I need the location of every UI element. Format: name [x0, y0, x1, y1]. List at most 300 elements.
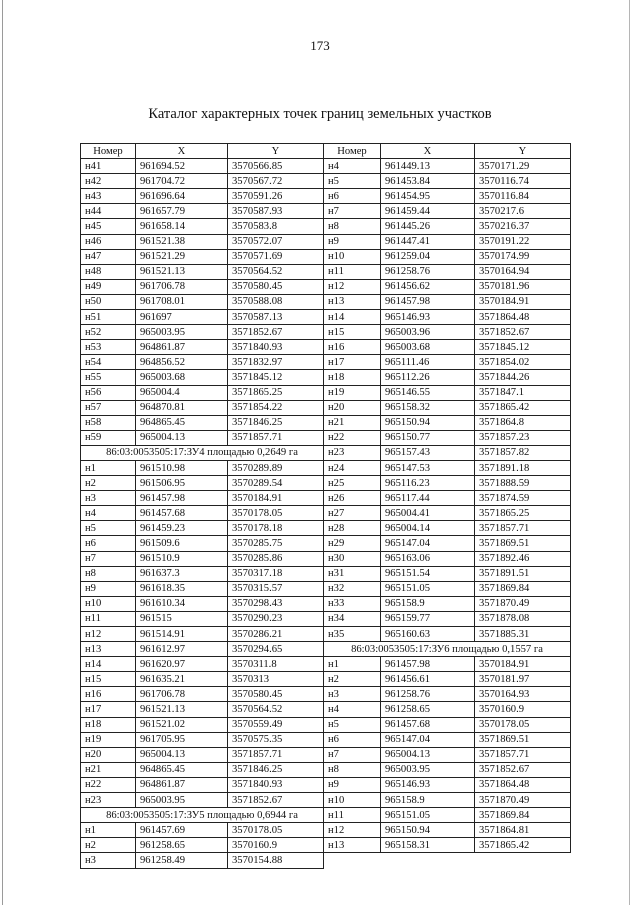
point-number-cell: н21 — [81, 762, 136, 777]
table-row — [81, 219, 324, 234]
point-number-cell: н54 — [81, 355, 136, 370]
x-coordinate-cell: 961510.9 — [136, 551, 228, 566]
point-number-cell: н16 — [324, 340, 381, 355]
point-number-cell: н3 — [81, 491, 136, 506]
y-coordinate-cell: 3570587.13 — [228, 310, 324, 325]
y-coordinate-cell: 3570571.69 — [228, 249, 324, 264]
point-number-cell: н16 — [81, 687, 136, 702]
header-y: Y — [228, 144, 324, 159]
table-row — [324, 627, 571, 642]
point-number-cell: н35 — [324, 627, 381, 642]
table-row — [324, 264, 571, 279]
x-coordinate-cell: 965003.96 — [381, 325, 475, 340]
table-row — [324, 732, 571, 747]
x-coordinate-cell: 965158.9 — [381, 596, 475, 611]
point-number-cell: н52 — [81, 325, 136, 340]
table-row — [324, 551, 571, 566]
x-coordinate-cell: 961457.98 — [381, 294, 475, 309]
y-coordinate-cell: 3571891.18 — [475, 460, 571, 475]
point-number-cell: н43 — [81, 189, 136, 204]
x-coordinate-cell: 965150.94 — [381, 415, 475, 430]
y-coordinate-cell: 3570289.54 — [228, 476, 324, 491]
x-coordinate-cell: 965151.05 — [381, 808, 475, 823]
x-coordinate-cell: 961456.61 — [381, 672, 475, 687]
point-number-cell: н3 — [81, 853, 136, 868]
x-coordinate-cell: 961509.6 — [136, 536, 228, 551]
table-row — [324, 325, 571, 340]
x-coordinate-cell: 965150.77 — [381, 430, 475, 445]
y-coordinate-cell: 3571852.67 — [228, 793, 324, 808]
table-row — [324, 536, 571, 551]
y-coordinate-cell: 3571857.23 — [475, 430, 571, 445]
x-coordinate-cell: 965151.54 — [381, 566, 475, 581]
y-coordinate-cell: 3570154.88 — [228, 853, 324, 868]
table-row — [81, 234, 324, 249]
table-row — [324, 174, 571, 189]
y-coordinate-cell: 3570285.86 — [228, 551, 324, 566]
point-number-cell: н30 — [324, 551, 381, 566]
table-row — [324, 430, 571, 445]
y-coordinate-cell: 3570164.93 — [475, 687, 571, 702]
x-coordinate-cell: 965004.41 — [381, 506, 475, 521]
y-coordinate-cell: 3570160.9 — [228, 838, 324, 853]
x-coordinate-cell: 961657.79 — [136, 204, 228, 219]
table-row — [324, 249, 571, 264]
x-coordinate-cell: 965004.13 — [381, 747, 475, 762]
header-y: Y — [475, 144, 571, 159]
point-number-cell: н12 — [324, 823, 381, 838]
point-number-cell: н3 — [324, 687, 381, 702]
y-coordinate-cell: 3571888.59 — [475, 476, 571, 491]
x-coordinate-cell: 965004.13 — [136, 747, 228, 762]
y-coordinate-cell: 3571865.42 — [475, 400, 571, 415]
x-coordinate-cell: 965157.43 — [381, 445, 475, 460]
x-coordinate-cell: 961696.64 — [136, 189, 228, 204]
point-number-cell: н29 — [324, 536, 381, 551]
point-number-cell: н59 — [81, 430, 136, 445]
x-coordinate-cell: 961708.01 — [136, 294, 228, 309]
table-row — [324, 506, 571, 521]
table-row — [324, 460, 571, 475]
x-coordinate-cell: 961637.3 — [136, 566, 228, 581]
x-coordinate-cell: 965003.95 — [381, 762, 475, 777]
x-coordinate-cell: 961454.95 — [381, 189, 475, 204]
x-coordinate-cell: 961258.65 — [136, 838, 228, 853]
point-number-cell: н6 — [324, 189, 381, 204]
y-coordinate-cell: 3570217.6 — [475, 204, 571, 219]
y-coordinate-cell: 3571870.49 — [475, 793, 571, 808]
y-coordinate-cell: 3570191.22 — [475, 234, 571, 249]
table-row — [81, 611, 324, 626]
y-coordinate-cell: 3571864.81 — [475, 823, 571, 838]
table-row — [324, 611, 571, 626]
point-number-cell: н15 — [324, 325, 381, 340]
table-header-row — [81, 144, 324, 159]
table-row — [324, 596, 571, 611]
y-coordinate-cell: 3570566.85 — [228, 159, 324, 174]
point-number-cell: н19 — [81, 732, 136, 747]
x-coordinate-cell: 965111.46 — [381, 355, 475, 370]
y-coordinate-cell: 3570184.91 — [228, 491, 324, 506]
point-number-cell: н11 — [81, 611, 136, 626]
point-number-cell: н10 — [324, 793, 381, 808]
point-number-cell: н4 — [324, 702, 381, 717]
y-coordinate-cell: 3571869.51 — [475, 732, 571, 747]
y-coordinate-cell: 3571854.02 — [475, 355, 571, 370]
scan-edge-left — [2, 0, 3, 905]
y-coordinate-cell: 3571852.67 — [475, 325, 571, 340]
y-coordinate-cell: 3571869.84 — [475, 808, 571, 823]
y-coordinate-cell: 3570178.05 — [228, 506, 324, 521]
x-coordinate-cell: 961521.13 — [136, 264, 228, 279]
x-coordinate-cell: 961620.97 — [136, 657, 228, 672]
point-number-cell: н15 — [81, 672, 136, 687]
table-row — [324, 566, 571, 581]
table-row — [81, 551, 324, 566]
table-row — [81, 672, 324, 687]
point-number-cell: н9 — [324, 777, 381, 792]
x-coordinate-cell: 961521.13 — [136, 702, 228, 717]
point-number-cell: н25 — [324, 476, 381, 491]
point-number-cell: н41 — [81, 159, 136, 174]
table-row — [324, 159, 571, 174]
table-row — [81, 340, 324, 355]
x-coordinate-cell: 965004.14 — [381, 521, 475, 536]
y-coordinate-cell: 3571845.12 — [475, 340, 571, 355]
table-row — [324, 294, 571, 309]
y-coordinate-cell: 3571878.08 — [475, 611, 571, 626]
y-coordinate-cell: 3570317.18 — [228, 566, 324, 581]
parcel-section-row — [81, 445, 324, 460]
table-row — [81, 657, 324, 672]
coordinates-table-right — [323, 143, 571, 853]
point-number-cell: н46 — [81, 234, 136, 249]
table-row — [324, 355, 571, 370]
table-row — [324, 702, 571, 717]
table-row — [324, 400, 571, 415]
point-number-cell: н21 — [324, 415, 381, 430]
point-number-cell: н2 — [81, 476, 136, 491]
y-coordinate-cell: 3571869.51 — [475, 536, 571, 551]
point-number-cell: н23 — [324, 445, 381, 460]
point-number-cell: н26 — [324, 491, 381, 506]
table-row — [324, 838, 571, 853]
table-row — [81, 823, 324, 838]
y-coordinate-cell: 3570588.08 — [228, 294, 324, 309]
y-coordinate-cell: 3571857.71 — [475, 747, 571, 762]
x-coordinate-cell: 961445.26 — [381, 219, 475, 234]
x-coordinate-cell: 961510.98 — [136, 460, 228, 475]
y-coordinate-cell: 3570315.57 — [228, 581, 324, 596]
x-coordinate-cell: 965146.93 — [381, 777, 475, 792]
x-coordinate-cell: 961697 — [136, 310, 228, 325]
y-coordinate-cell: 3571857.82 — [475, 445, 571, 460]
table-row — [324, 747, 571, 762]
point-number-cell: н4 — [81, 506, 136, 521]
point-number-cell: н20 — [81, 747, 136, 762]
y-coordinate-cell: 3570181.97 — [475, 672, 571, 687]
x-coordinate-cell: 965146.93 — [381, 310, 475, 325]
table-row — [81, 747, 324, 762]
point-number-cell: н55 — [81, 370, 136, 385]
y-coordinate-cell: 3570294.65 — [228, 642, 324, 657]
x-coordinate-cell: 961258.49 — [136, 853, 228, 868]
point-number-cell: н20 — [324, 400, 381, 415]
point-number-cell: н13 — [324, 294, 381, 309]
point-number-cell: н27 — [324, 506, 381, 521]
y-coordinate-cell: 3570580.45 — [228, 279, 324, 294]
point-number-cell: н8 — [81, 566, 136, 581]
table-row — [81, 325, 324, 340]
table-row — [81, 189, 324, 204]
x-coordinate-cell: 961612.97 — [136, 642, 228, 657]
point-number-cell: н7 — [324, 747, 381, 762]
point-number-cell: н9 — [81, 581, 136, 596]
x-coordinate-cell: 961706.78 — [136, 279, 228, 294]
y-coordinate-cell: 3570311.8 — [228, 657, 324, 672]
point-number-cell: н50 — [81, 294, 136, 309]
point-number-cell: н5 — [324, 717, 381, 732]
point-number-cell: н13 — [81, 642, 136, 657]
x-coordinate-cell: 961259.04 — [381, 249, 475, 264]
table-row — [324, 189, 571, 204]
table-row — [81, 717, 324, 732]
x-coordinate-cell: 965003.68 — [136, 370, 228, 385]
point-number-cell: н45 — [81, 219, 136, 234]
y-coordinate-cell: 3570289.89 — [228, 460, 324, 475]
table-row — [81, 596, 324, 611]
table-row — [324, 415, 571, 430]
table-row — [81, 627, 324, 642]
parcel-section-title: 86:03:0053505:17:ЗУ5 площадью 0,6944 га — [81, 808, 324, 823]
point-number-cell: н53 — [81, 340, 136, 355]
point-number-cell: н9 — [324, 234, 381, 249]
x-coordinate-cell: 961258.76 — [381, 264, 475, 279]
point-number-cell: н11 — [324, 264, 381, 279]
point-number-cell: н14 — [324, 310, 381, 325]
table-row — [81, 762, 324, 777]
y-coordinate-cell: 3571885.31 — [475, 627, 571, 642]
y-coordinate-cell: 3571864.48 — [475, 310, 571, 325]
x-coordinate-cell: 961258.65 — [381, 702, 475, 717]
x-coordinate-cell: 965003.95 — [136, 325, 228, 340]
table-row — [324, 823, 571, 838]
y-coordinate-cell: 3570567.72 — [228, 174, 324, 189]
point-number-cell: н10 — [81, 596, 136, 611]
x-coordinate-cell: 961457.69 — [136, 823, 228, 838]
table-row — [81, 279, 324, 294]
table-row — [324, 581, 571, 596]
table-row — [81, 581, 324, 596]
y-coordinate-cell: 3570164.94 — [475, 264, 571, 279]
point-number-cell: н22 — [324, 430, 381, 445]
y-coordinate-cell: 3570572.07 — [228, 234, 324, 249]
point-number-cell: н22 — [81, 777, 136, 792]
y-coordinate-cell: 3571870.49 — [475, 596, 571, 611]
table-row — [324, 762, 571, 777]
y-coordinate-cell: 3570575.35 — [228, 732, 324, 747]
table-row — [324, 310, 571, 325]
y-coordinate-cell: 3570591.26 — [228, 189, 324, 204]
table-row — [81, 370, 324, 385]
point-number-cell: н5 — [81, 521, 136, 536]
table-row — [81, 310, 324, 325]
table-row — [81, 355, 324, 370]
y-coordinate-cell: 3571891.51 — [475, 566, 571, 581]
x-coordinate-cell: 961521.29 — [136, 249, 228, 264]
page-number: 173 — [310, 38, 330, 53]
y-coordinate-cell: 3570564.52 — [228, 264, 324, 279]
table-row — [81, 506, 324, 521]
point-number-cell: н1 — [81, 823, 136, 838]
x-coordinate-cell: 961618.35 — [136, 581, 228, 596]
scan-edge-right — [629, 0, 630, 905]
x-coordinate-cell: 965147.53 — [381, 460, 475, 475]
y-coordinate-cell: 3571892.46 — [475, 551, 571, 566]
x-coordinate-cell: 961704.72 — [136, 174, 228, 189]
x-coordinate-cell: 961521.38 — [136, 234, 228, 249]
table-row — [324, 793, 571, 808]
x-coordinate-cell: 961457.68 — [136, 506, 228, 521]
point-number-cell: н6 — [81, 536, 136, 551]
x-coordinate-cell: 964870.81 — [136, 400, 228, 415]
y-coordinate-cell: 3571852.67 — [228, 325, 324, 340]
y-coordinate-cell: 3570285.75 — [228, 536, 324, 551]
table-row — [324, 204, 571, 219]
table-row — [324, 808, 571, 823]
header-number: Номер — [81, 144, 136, 159]
point-number-cell: н4 — [324, 159, 381, 174]
table-row — [324, 385, 571, 400]
y-coordinate-cell: 3570216.37 — [475, 219, 571, 234]
x-coordinate-cell: 961635.21 — [136, 672, 228, 687]
x-coordinate-cell: 961457.98 — [136, 491, 228, 506]
point-number-cell: н1 — [324, 657, 381, 672]
y-coordinate-cell: 3570583.8 — [228, 219, 324, 234]
y-coordinate-cell: 3571865.25 — [228, 385, 324, 400]
y-coordinate-cell: 3571865.25 — [475, 506, 571, 521]
x-coordinate-cell: 961658.14 — [136, 219, 228, 234]
x-coordinate-cell: 964861.87 — [136, 777, 228, 792]
point-number-cell: н56 — [81, 385, 136, 400]
table-row — [81, 204, 324, 219]
table-row — [81, 838, 324, 853]
table-row — [81, 521, 324, 536]
y-coordinate-cell: 3570116.74 — [475, 174, 571, 189]
y-coordinate-cell: 3570178.05 — [228, 823, 324, 838]
y-coordinate-cell: 3571869.84 — [475, 581, 571, 596]
y-coordinate-cell: 3571847.1 — [475, 385, 571, 400]
y-coordinate-cell: 3570178.05 — [475, 717, 571, 732]
x-coordinate-cell: 961457.98 — [381, 657, 475, 672]
point-number-cell: н14 — [81, 657, 136, 672]
point-number-cell: н34 — [324, 611, 381, 626]
y-coordinate-cell: 3570174.99 — [475, 249, 571, 264]
x-coordinate-cell: 965158.9 — [381, 793, 475, 808]
table-row — [324, 657, 571, 672]
y-coordinate-cell: 3570184.91 — [475, 294, 571, 309]
point-number-cell: н33 — [324, 596, 381, 611]
point-number-cell: н13 — [324, 838, 381, 853]
point-number-cell: н17 — [81, 702, 136, 717]
y-coordinate-cell: 3571832.97 — [228, 355, 324, 370]
point-number-cell: н18 — [324, 370, 381, 385]
table-row — [81, 174, 324, 189]
y-coordinate-cell: 3571840.93 — [228, 777, 324, 792]
table-row — [324, 219, 571, 234]
x-coordinate-cell: 964856.52 — [136, 355, 228, 370]
table-row — [324, 777, 571, 792]
y-coordinate-cell: 3571854.22 — [228, 400, 324, 415]
y-coordinate-cell: 3570313 — [228, 672, 324, 687]
header-x: X — [136, 144, 228, 159]
y-coordinate-cell: 3571857.71 — [475, 521, 571, 536]
point-number-cell: н42 — [81, 174, 136, 189]
header-x: X — [381, 144, 475, 159]
table-row — [81, 249, 324, 264]
point-number-cell: н2 — [81, 838, 136, 853]
y-coordinate-cell: 3571845.12 — [228, 370, 324, 385]
point-number-cell: н47 — [81, 249, 136, 264]
x-coordinate-cell: 961514.91 — [136, 627, 228, 642]
table-row — [81, 385, 324, 400]
table-row — [81, 294, 324, 309]
table-row — [81, 476, 324, 491]
table-row — [81, 159, 324, 174]
x-coordinate-cell: 964865.45 — [136, 415, 228, 430]
point-number-cell: н51 — [81, 310, 136, 325]
x-coordinate-cell: 965151.05 — [381, 581, 475, 596]
x-coordinate-cell: 961515 — [136, 611, 228, 626]
point-number-cell: н57 — [81, 400, 136, 415]
x-coordinate-cell: 961521.02 — [136, 717, 228, 732]
y-coordinate-cell: 3570298.43 — [228, 596, 324, 611]
y-coordinate-cell: 3570184.91 — [475, 657, 571, 672]
x-coordinate-cell: 964865.45 — [136, 762, 228, 777]
y-coordinate-cell: 3570580.45 — [228, 687, 324, 702]
x-coordinate-cell: 965003.68 — [381, 340, 475, 355]
y-coordinate-cell: 3571852.67 — [475, 762, 571, 777]
x-coordinate-cell: 964861.87 — [136, 340, 228, 355]
point-number-cell: н11 — [324, 808, 381, 823]
point-number-cell: н44 — [81, 204, 136, 219]
x-coordinate-cell: 961705.95 — [136, 732, 228, 747]
table-header-row — [324, 144, 571, 159]
point-number-cell: н6 — [324, 732, 381, 747]
x-coordinate-cell: 961706.78 — [136, 687, 228, 702]
point-number-cell: н12 — [324, 279, 381, 294]
table-row — [81, 536, 324, 551]
point-number-cell: н48 — [81, 264, 136, 279]
point-number-cell: н28 — [324, 521, 381, 536]
x-coordinate-cell: 961694.52 — [136, 159, 228, 174]
point-number-cell: н19 — [324, 385, 381, 400]
point-number-cell: н7 — [324, 204, 381, 219]
x-coordinate-cell: 965163.06 — [381, 551, 475, 566]
table-row — [81, 460, 324, 475]
y-coordinate-cell: 3571857.71 — [228, 747, 324, 762]
table-row — [81, 566, 324, 581]
y-coordinate-cell: 3570116.84 — [475, 189, 571, 204]
x-coordinate-cell: 961453.84 — [381, 174, 475, 189]
header-number: Номер — [324, 144, 381, 159]
y-coordinate-cell: 3571846.25 — [228, 762, 324, 777]
y-coordinate-cell: 3570178.18 — [228, 521, 324, 536]
point-number-cell: н58 — [81, 415, 136, 430]
table-row — [324, 717, 571, 732]
table-row — [81, 687, 324, 702]
x-coordinate-cell: 965150.94 — [381, 823, 475, 838]
